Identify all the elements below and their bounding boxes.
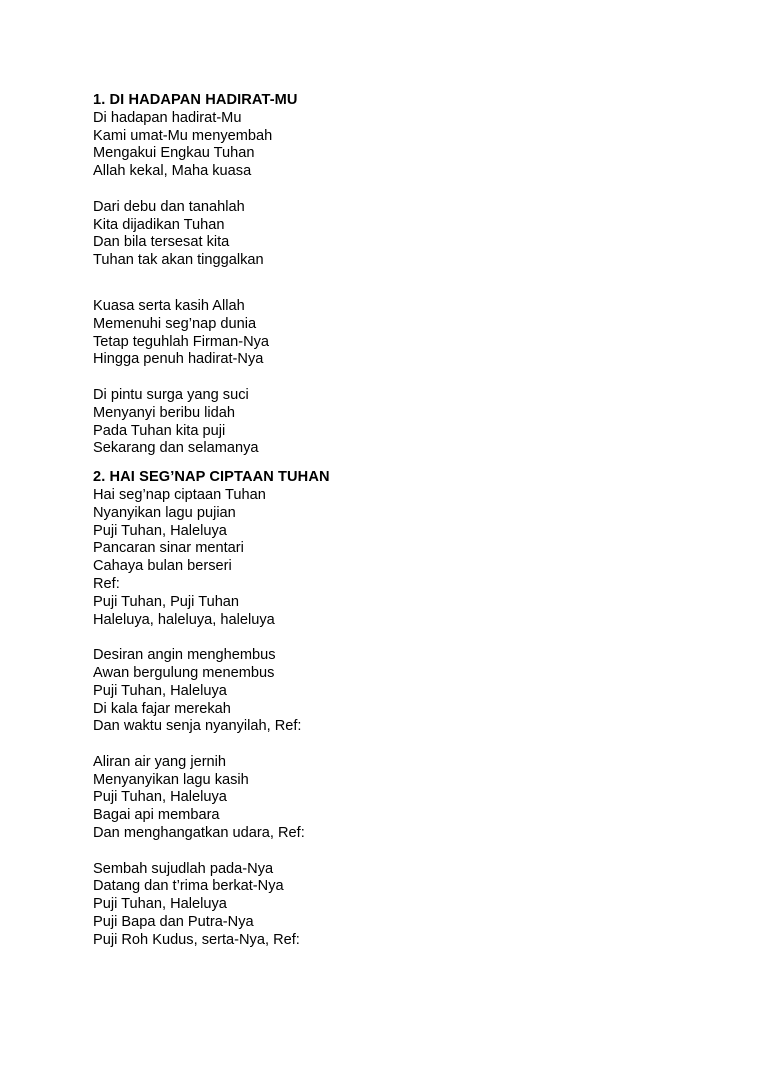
lyric-line: Pancaran sinar mentari (93, 540, 244, 557)
lyric-line: Kita dijadikan Tuhan (93, 216, 225, 233)
lyric-line: Puji Bapa dan Putra-Nya (93, 914, 254, 931)
lyric-line: Mengakui Engkau Tuhan (93, 145, 255, 162)
lyric-line: Awan bergulung menembus (93, 664, 275, 681)
lyric-line: Pada Tuhan kita puji (93, 422, 226, 439)
document-page (93, 92, 713, 950)
lyric-line: Tuhan tak akan tinggalkan (93, 252, 264, 269)
lyric-line: Di pintu surga yang suci (93, 386, 249, 403)
lyric-line: Hingga penuh hadirat-Nya (93, 351, 264, 368)
song-title: 1. DI HADAPAN HADIRAT-MU (93, 92, 298, 108)
lyric-line: Dari debu dan tanahlah (93, 198, 245, 215)
lyric-line: Dan waktu senja nyanyilah, Ref: (93, 718, 302, 735)
lyric-line: Tetap teguhlah Firman-Nya (93, 333, 270, 350)
stanza (93, 298, 713, 369)
lyric-line: Desiran angin menghembus (93, 647, 276, 664)
lyric-line: Menyanyikan lagu kasih (93, 771, 249, 788)
song-1 (93, 92, 713, 458)
stanza (93, 487, 713, 629)
lyric-line: Nyanyikan lagu pujian (93, 504, 236, 521)
lyric-line: Sembah sujudlah pada-Nya (93, 860, 274, 877)
lyric-line: Allah kekal, Maha kuasa (93, 163, 252, 180)
lyric-line: Puji Tuhan, Haleluya (93, 522, 227, 539)
refrain-label: Ref: (93, 575, 120, 592)
lyric-line: Puji Tuhan, Haleluya (93, 789, 227, 806)
stanza (93, 647, 713, 736)
song-title: 2. HAI SEG’NAP CIPTAAN TUHAN (93, 469, 330, 486)
lyric-line: Menyanyi beribu lidah (93, 404, 235, 421)
lyric-line: Puji Tuhan, Haleluya (93, 682, 227, 699)
stanza (93, 110, 713, 181)
lyric-line: Dan menghangatkan udara, Ref: (93, 825, 305, 842)
lyric-line: Aliran air yang jernih (93, 753, 227, 770)
lyric-line: Puji Roh Kudus, serta-Nya, Ref: (93, 931, 300, 948)
lyric-line: Dan bila tersesat kita (93, 234, 230, 251)
lyric-line: Cahaya bulan berseri (93, 558, 232, 575)
lyric-line: Di kala fajar merekah (93, 700, 231, 717)
lyric-line: Haleluya, haleluya, haleluya (93, 611, 275, 628)
lyric-line: Datang dan t’rima berkat-Nya (93, 878, 284, 895)
stanza (93, 387, 713, 458)
lyric-line: Kuasa serta kasih Allah (93, 297, 245, 314)
lyric-line: Kami umat-Mu menyembah (93, 127, 273, 144)
lyric-line: Memenuhi seg’nap dunia (93, 315, 257, 332)
song-2 (93, 469, 713, 950)
lyric-line: Sekarang dan selamanya (93, 440, 259, 457)
stanza (93, 199, 713, 270)
lyric-line: Hai seg’nap ciptaan Tuhan (93, 486, 266, 503)
stanza (93, 861, 713, 950)
lyric-line: Puji Tuhan, Puji Tuhan (93, 593, 240, 610)
lyric-line: Puji Tuhan, Haleluya (93, 896, 227, 913)
lyric-line: Bagai api membara (93, 807, 220, 824)
lyric-line: Di hadapan hadirat-Mu (93, 109, 242, 126)
stanza (93, 754, 713, 843)
